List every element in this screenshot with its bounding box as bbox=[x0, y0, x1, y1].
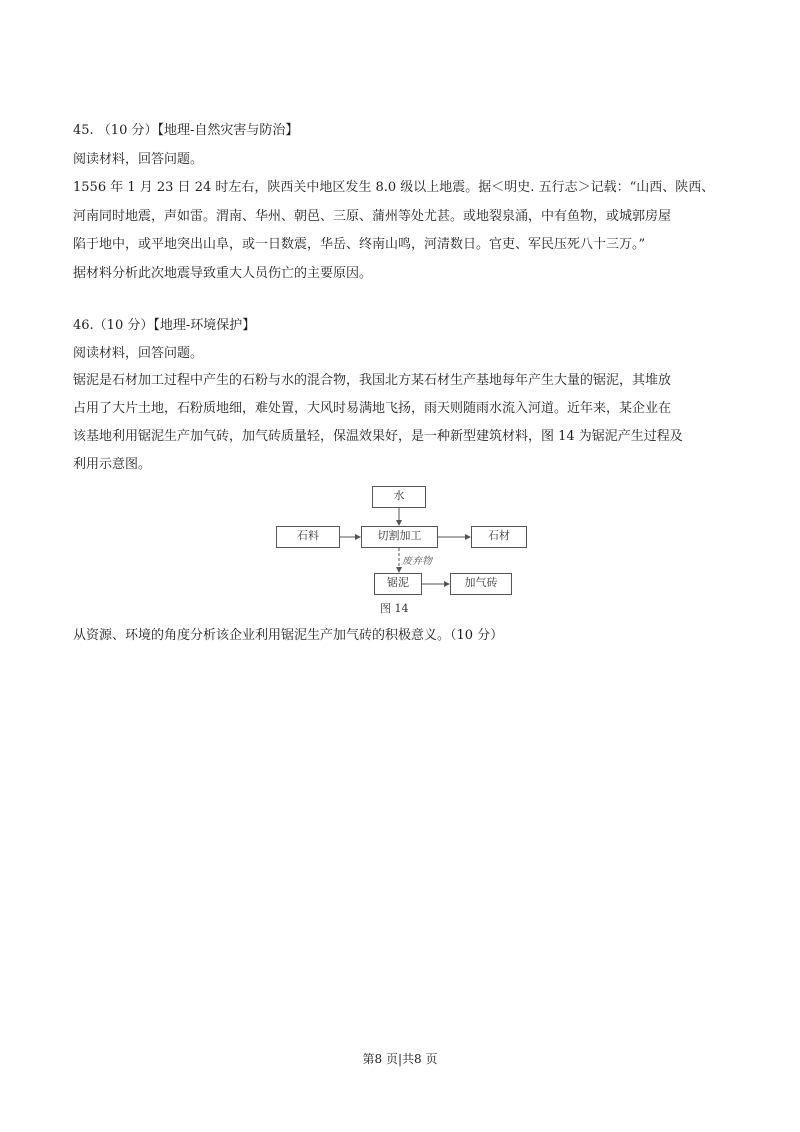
q45-paragraph-line: 1556 年 1 月 23 日 24 时左右，陕西关中地区发生 8.0 级以上地震。据＜明史. 五行志＞记载：“山西、陕西、 bbox=[73, 180, 715, 195]
q45-prompt: 阅读材料，回答问题。 bbox=[73, 152, 204, 167]
stone-material-box: 石料 bbox=[276, 526, 340, 548]
q46-question: 从资源、环境的角度分析该企业利用锯泥生产加气砖的积极意义。（10 分） bbox=[73, 628, 504, 643]
saw-mud-diagram bbox=[262, 478, 552, 620]
waste-label: 废弃物 bbox=[402, 556, 432, 567]
cutting-box: 切割加工 bbox=[361, 526, 438, 548]
q46-title: 46.（10 分）【地理-环境保护】 bbox=[73, 318, 256, 333]
aerated-brick-box: 加气砖 bbox=[450, 573, 512, 595]
q45-title: 45. （10 分）【地理-自然灾害与防治】 bbox=[73, 123, 299, 138]
q45-question: 据材料分析此次地震导致重大人员伤亡的主要原因。 bbox=[73, 266, 373, 281]
q46-paragraph-line: 利用示意图。 bbox=[73, 457, 152, 472]
saw-mud-box: 锯泥 bbox=[374, 573, 422, 595]
stone-product-box: 石材 bbox=[471, 526, 527, 548]
q46-paragraph-line: 该基地利用锯泥生产加气砖，加气砖质量轻，保温效果好，是一种新型建筑材料，图 14 为锯泥产生过程及 bbox=[73, 429, 683, 444]
q46-paragraph-line: 锯泥是石材加工过程中产生的石粉与水的混合物，我国北方某石材生产基地每年产生大量的锯泥，其堆放 bbox=[73, 373, 672, 388]
q45-paragraph-line: 河南同时地震，声如雷。渭南、华州、朝邑、三原、蒲州等处尤甚。或地裂泉涌，中有鱼物，或城郭房屋 bbox=[73, 209, 672, 224]
q45-paragraph-line: 陷于地中，或平地突出山阜，或一日数震，华岳、终南山鸣，河清数日。官吏、军民压死八十三万。” bbox=[73, 237, 646, 252]
q46-paragraph-line: 占用了大片土地，石粉质地细，难处置，大风时易满地飞扬，雨天则随雨水流入河道。近年来，某企业在 bbox=[73, 401, 672, 416]
q46-prompt: 阅读材料，回答问题。 bbox=[73, 346, 204, 361]
figure-caption: 图 14 bbox=[380, 602, 409, 615]
page-number: 第8 页|共8 页 bbox=[362, 1052, 438, 1066]
water-box: 水 bbox=[372, 486, 426, 508]
